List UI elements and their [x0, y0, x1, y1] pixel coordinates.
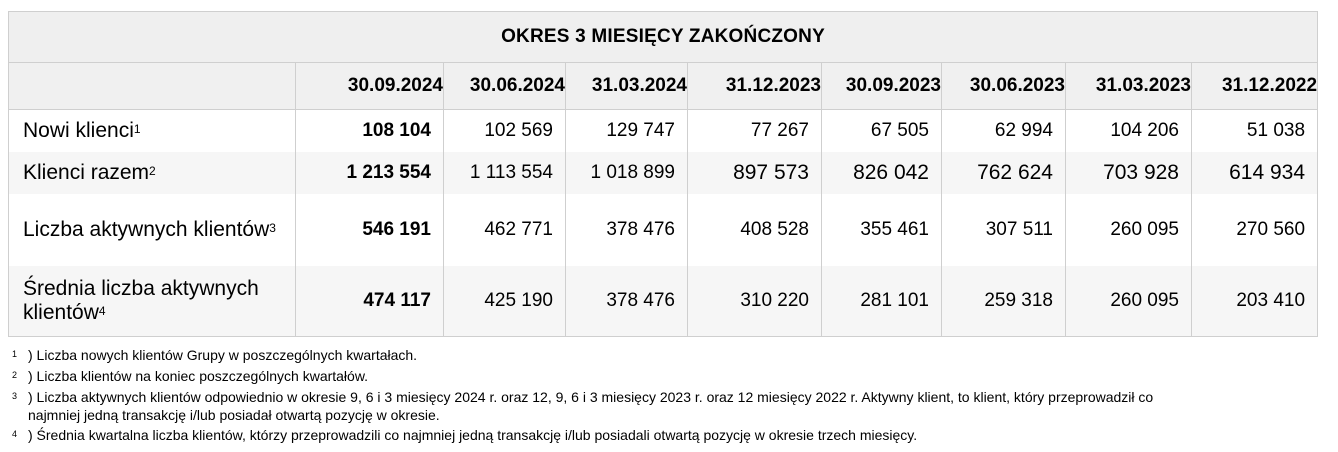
table-cell: 462 771	[444, 194, 566, 266]
table-cell: 546 191	[296, 194, 444, 266]
table-cell: 826 042	[822, 152, 942, 194]
table-cell: 1 113 554	[444, 152, 566, 194]
date-header: 31.03.2024	[566, 63, 688, 110]
date-header: 30.06.2024	[444, 63, 566, 110]
table-cell: 762 624	[942, 152, 1066, 194]
row-label: Nowi klienci$^1$	[9, 110, 296, 153]
table-row	[9, 110, 1318, 153]
date-header: 30.09.2024	[296, 63, 444, 110]
table-row	[9, 194, 1318, 266]
footnote: $^1$ ) Liczba nowych klientów Grupy w poszczególnych kwartałach.	[12, 347, 418, 363]
table-cell: 203 410	[1192, 266, 1318, 337]
table-cell: 77 267	[688, 110, 822, 153]
date-header: 30.06.2023	[942, 63, 1066, 110]
date-header: 31.12.2022	[1192, 63, 1318, 110]
footnotes	[12, 346, 1312, 444]
table-cell: 897 573	[688, 152, 822, 194]
table-cell: 425 190	[444, 266, 566, 337]
footnote: $^2$ ) Liczba klientów na koniec poszczególnych kwartałów.	[12, 368, 369, 384]
table-cell: 270 560	[1192, 194, 1318, 266]
table-title: OKRES 3 MIESIĘCY ZAKOŃCZONY	[9, 12, 1318, 63]
row-label: Liczba aktywnych klientów$^3$	[9, 194, 296, 266]
clients-table	[8, 11, 1318, 337]
table-cell: 408 528	[688, 194, 822, 266]
table-cell: 1 213 554	[296, 152, 444, 194]
date-header-row	[9, 63, 1318, 110]
row-label: Klienci razem$^2$	[9, 152, 296, 194]
table-cell: 378 476	[566, 194, 688, 266]
table-cell: 62 994	[942, 110, 1066, 153]
table-cell: 355 461	[822, 194, 942, 266]
row-label: Średnia liczba aktywnych klientów$^4$	[9, 266, 296, 337]
footnote: $^3$ ) Liczba aktywnych klientów odpowiednio w okresie 9, 6 i 3 miesięcy 2024 r. oraz 12, 9, 6 i 3 miesięcy 2023 r. oraz 12 miesięcy 2022 r. Aktywny klient, to klient, który przeprowadził co najmniej jedną transakcję i/lub posiadał otwartą pozycję w okresie.	[12, 389, 1154, 423]
table-cell: 102 569	[444, 110, 566, 153]
table-cell: 67 505	[822, 110, 942, 153]
table-cell: 614 934	[1192, 152, 1318, 194]
empty-header-cell	[9, 63, 296, 110]
table-cell: 129 747	[566, 110, 688, 153]
date-header: 31.03.2023	[1066, 63, 1192, 110]
table-row	[9, 152, 1318, 194]
table-cell: 108 104	[296, 110, 444, 153]
table-cell: 1 018 899	[566, 152, 688, 194]
table-cell: 703 928	[1066, 152, 1192, 194]
table-cell: 104 206	[1066, 110, 1192, 153]
table-cell: 474 117	[296, 266, 444, 337]
table-cell: 378 476	[566, 266, 688, 337]
date-header: 31.12.2023	[688, 63, 822, 110]
footnote: $^4$ ) Średnia kwartalna liczba klientów, którzy przeprowadzili co najmniej jedną transakcję i/lub posiadali otwartą pozycję w okresie trzech miesięcy.	[12, 427, 918, 443]
table-cell: 51 038	[1192, 110, 1318, 153]
table-cell: 260 095	[1066, 194, 1192, 266]
table-cell: 281 101	[822, 266, 942, 337]
table-cell: 259 318	[942, 266, 1066, 337]
table-row	[9, 266, 1318, 337]
date-header: 30.09.2023	[822, 63, 942, 110]
table-cell: 307 511	[942, 194, 1066, 266]
table-cell: 310 220	[688, 266, 822, 337]
table-cell: 260 095	[1066, 266, 1192, 337]
